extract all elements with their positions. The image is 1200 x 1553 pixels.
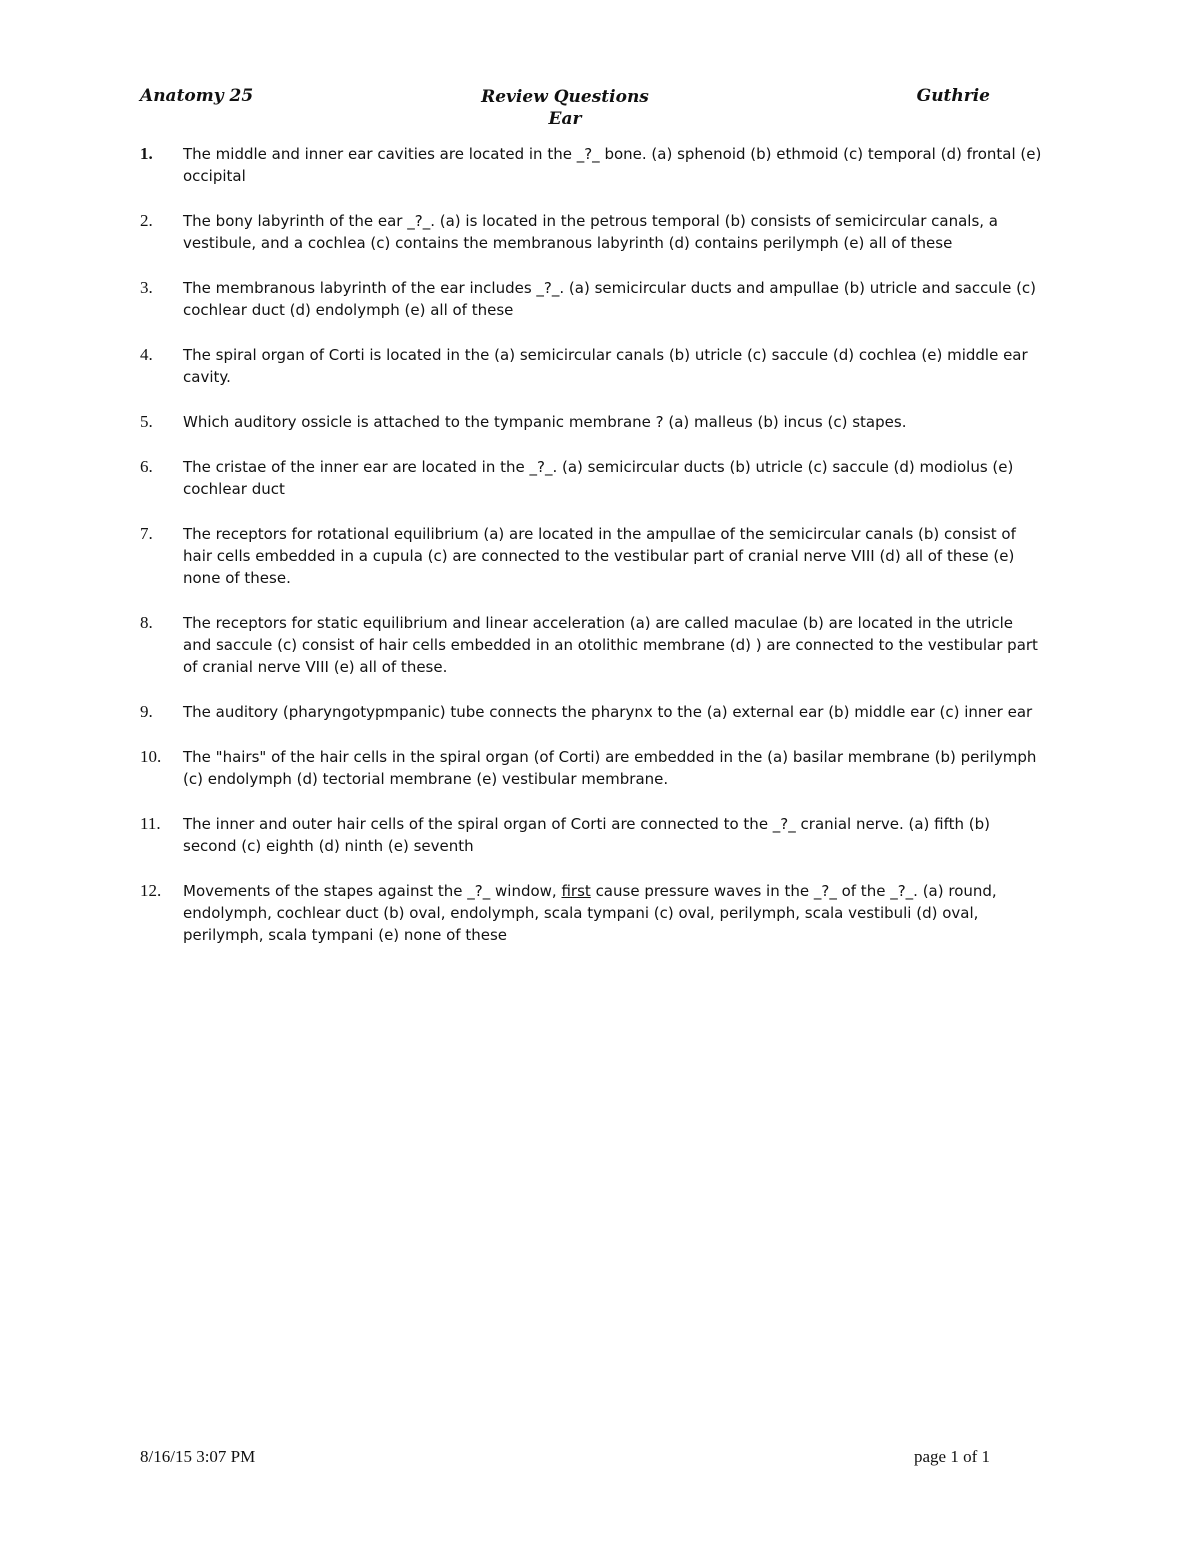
document-title: Review Questions xyxy=(481,87,649,107)
question-text: The bony labyrinth of the ear _?_. (a) is located in the petrous temporal (b) consists of semicircular canals, a vestibule, and a cochlea (c) contains the membranous labyrinth (d) contains perilymph (e) all of these xyxy=(183,212,998,252)
question-number: 12. xyxy=(140,881,162,900)
page-number: page 1 of 1 xyxy=(913,1447,990,1466)
question-item xyxy=(140,813,1045,857)
question-number: 3. xyxy=(140,278,153,297)
question-text: Which auditory ossicle is attached to the tympanic membrane ? (a) malleus (b) incus (c) stapes. xyxy=(183,413,907,431)
question-text: The inner and outer hair cells of the spiral organ of Corti are connected to the _?_ cranial nerve. (a) fifth (b) second (c) eighth (d) ninth (e) seventh xyxy=(183,815,991,855)
question-text-part: Movements of the stapes against the _?_ window, xyxy=(183,882,562,900)
question-number: 1. xyxy=(140,144,153,163)
question-number: 2. xyxy=(140,211,153,230)
question-item xyxy=(140,701,1045,723)
question-item xyxy=(140,612,1045,678)
page-header xyxy=(140,86,990,134)
question-text xyxy=(183,880,1045,946)
question-text: The spiral organ of Corti is located in the (a) semicircular canals (b) utricle (c) saccule (d) cochlea (e) middle ear cavity. xyxy=(183,346,1028,386)
document-subtitle: Ear xyxy=(548,109,582,129)
question-item xyxy=(140,344,1045,388)
question-text: The receptors for rotational equilibrium (a) are located in the ampullae of the semicircular canals (b) consist of hair cells embedded in a cupula (c) are connected to the vestibular part of cranial nerve VIII (d) all of these (e) none of these. xyxy=(183,525,1016,587)
author-name: Guthrie xyxy=(916,86,990,106)
question-text: The cristae of the inner ear are located in the _?_. (a) semicircular ducts (b) utricle (c) saccule (d) modiolus (e) cochlear duct xyxy=(183,458,1014,498)
question-list xyxy=(140,143,1045,969)
question-item xyxy=(140,277,1045,321)
print-timestamp: 8/16/15 3:07 PM xyxy=(140,1447,256,1466)
question-number: 7. xyxy=(140,524,153,543)
question-item xyxy=(140,411,1045,433)
question-text: The receptors for static equilibrium and linear acceleration (a) are called maculae (b) are located in the utricle and saccule (c) consist of hair cells embedded in an otolithic membrane (d) ) are connected to the vestibular part of cranial nerve VIII (e) all of these. xyxy=(183,614,1038,676)
question-item xyxy=(140,746,1045,790)
question-number: 11. xyxy=(140,814,161,833)
question-text: The auditory (pharyngotypmpanic) tube connects the pharynx to the (a) external ear (b) middle ear (c) inner ear xyxy=(183,703,1033,721)
header-title-block xyxy=(140,86,990,130)
question-text-part: cause pressure waves in the _?_ of the _?_. (a) round, endolymph, cochlear duct (b) oval, endolymph, scala tympani (c) oval, perilymph, scala vestibuli (d) oval, perilymph, scala tympani (e) none of these xyxy=(183,882,997,944)
course-name: Anatomy 25 xyxy=(140,86,254,106)
question-number: 4. xyxy=(140,345,153,364)
question-item xyxy=(140,523,1045,589)
question-number: 9. xyxy=(140,702,153,721)
question-text: The membranous labyrinth of the ear includes _?_. (a) semicircular ducts and ampullae (b) utricle and saccule (c) cochlear duct (d) endolymph (e) all of these xyxy=(183,279,1037,319)
question-item xyxy=(140,880,1045,946)
question-number: 6. xyxy=(140,457,153,476)
question-item xyxy=(140,456,1045,500)
question-number: 5. xyxy=(140,412,153,431)
question-number: 10. xyxy=(140,747,162,766)
question-item xyxy=(140,210,1045,254)
question-item xyxy=(140,143,1045,187)
question-text: The middle and inner ear cavities are located in the _?_ bone. (a) sphenoid (b) ethmoid (c) temporal (d) frontal (e) occipital xyxy=(183,145,1042,185)
question-number: 8. xyxy=(140,613,153,632)
underlined-word: first xyxy=(561,882,591,900)
question-text: The "hairs" of the hair cells in the spiral organ (of Corti) are embedded in the (a) basilar membrane (b) perilymph (c) endolymph (d) tectorial membrane (e) vestibular membrane. xyxy=(183,748,1037,788)
